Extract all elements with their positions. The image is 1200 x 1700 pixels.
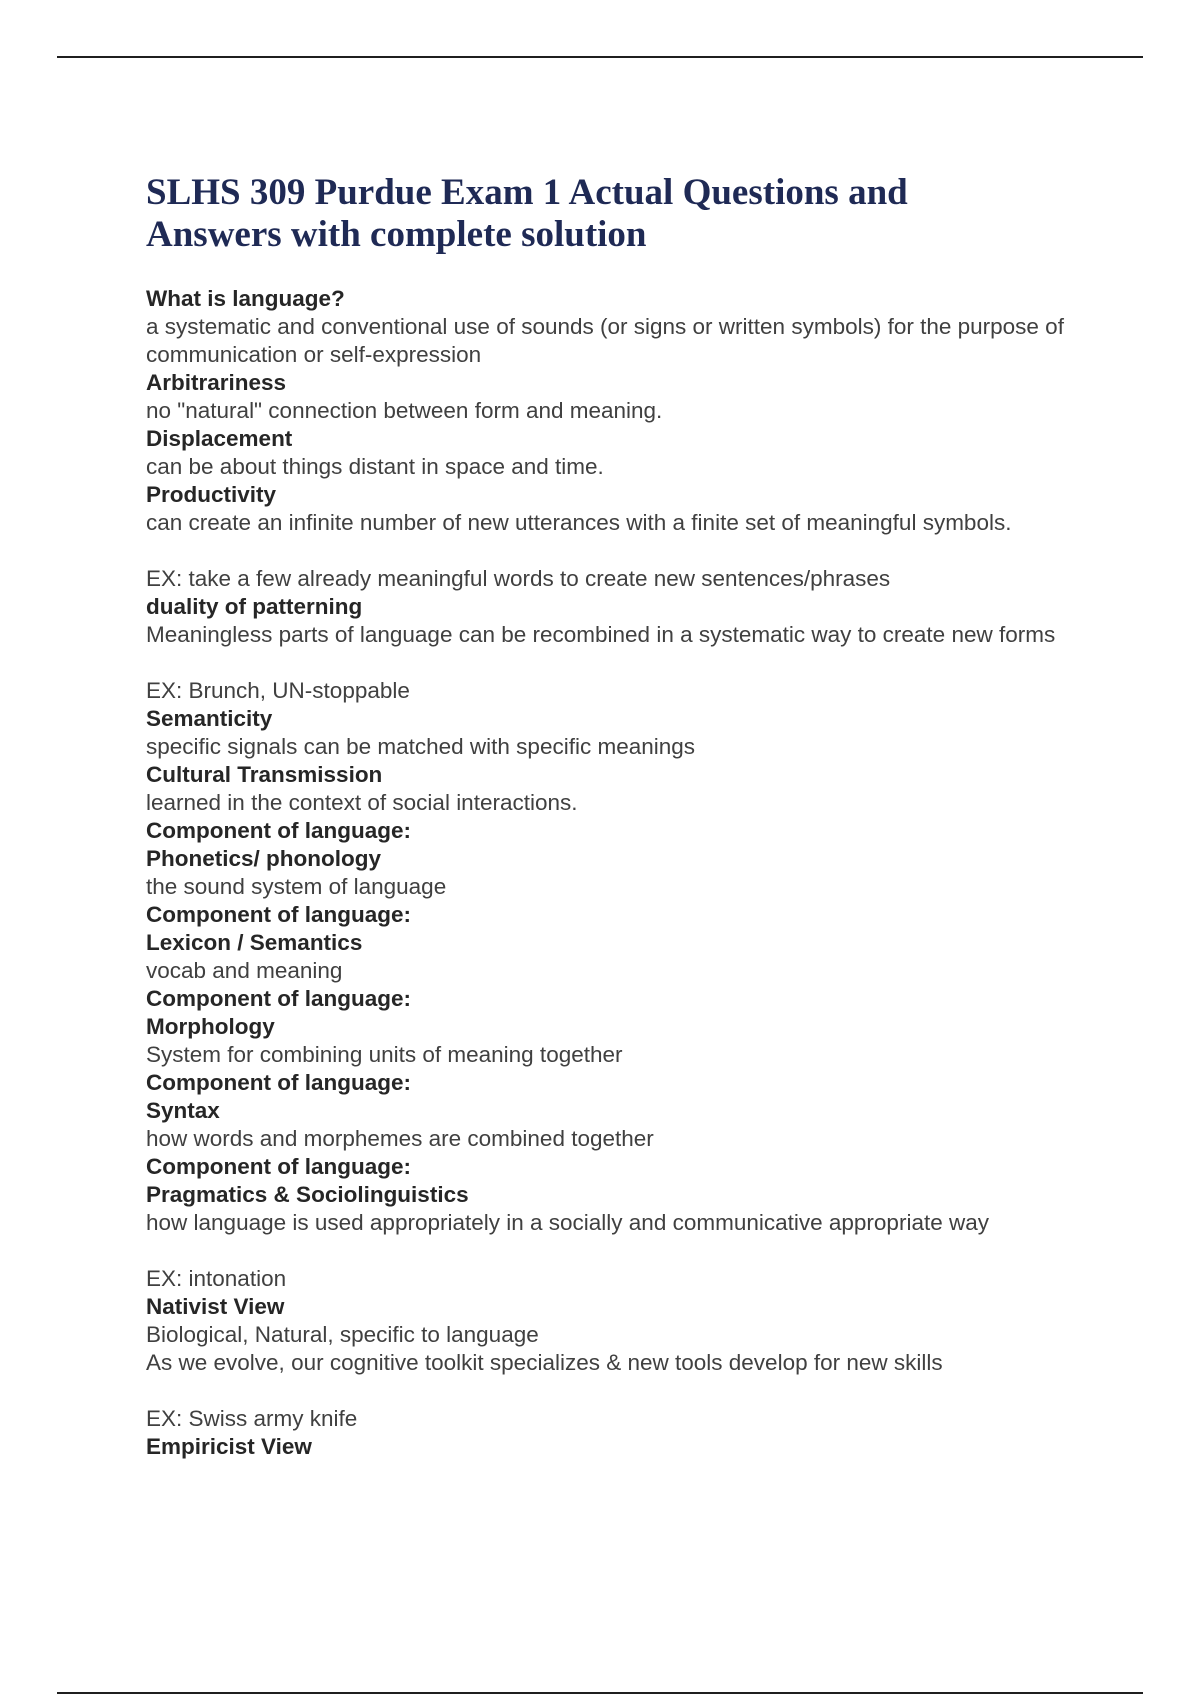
term: Component of language:: [146, 1070, 411, 1095]
term: Component of language:: [146, 902, 411, 927]
definition: Meaningless parts of language can be recombined in a systematic way to create new forms: [146, 622, 1056, 647]
example: EX: intonation: [146, 1266, 287, 1291]
example: EX: Brunch, UN-stoppable: [146, 678, 410, 703]
definition: vocab and meaning: [146, 958, 343, 983]
term: Nativist View: [146, 1294, 285, 1319]
page-title: SLHS 309 Purdue Exam 1 Actual Questions and Answers with complete solution: [146, 172, 908, 255]
definition: how words and morphemes are combined together: [146, 1126, 654, 1151]
definition: how language is used appropriately in a socially and communicative appropriate way: [146, 1210, 989, 1235]
example: EX: Swiss army knife: [146, 1406, 358, 1431]
definition: learned in the context of social interactions.: [146, 790, 578, 815]
term: Displacement: [146, 426, 293, 451]
term: Component of language:: [146, 986, 411, 1011]
term: Component of language:: [146, 818, 411, 843]
definition: System for combining units of meaning together: [146, 1042, 623, 1067]
definition: can be about things distant in space and time.: [146, 454, 604, 479]
term: Semanticity: [146, 706, 273, 731]
document-body: [146, 285, 1096, 1461]
definition: can create an infinite number of new utterances with a finite set of meaningful symbols.: [146, 510, 1012, 535]
subterm: Phonetics/ phonology: [146, 846, 381, 871]
definition: a systematic and conventional use of sounds (or signs or written symbols) for the purpose of communication or self-expression: [146, 314, 1064, 367]
term: Component of language:: [146, 1154, 411, 1179]
term: Cultural Transmission: [146, 762, 383, 787]
definition: specific signals can be matched with specific meanings: [146, 734, 696, 759]
subterm: Morphology: [146, 1014, 275, 1039]
subterm: Lexicon / Semantics: [146, 930, 363, 955]
term: What is language?: [146, 286, 345, 311]
term: Arbitrariness: [146, 370, 287, 395]
term: duality of patterning: [146, 594, 363, 619]
term: Productivity: [146, 482, 277, 507]
subterm: Syntax: [146, 1098, 220, 1123]
definition: no "natural" connection between form and meaning.: [146, 398, 663, 423]
definition: the sound system of language: [146, 874, 447, 899]
definition: Biological, Natural, specific to language: [146, 1322, 539, 1347]
term: Empiricist View: [146, 1434, 312, 1459]
definition: As we evolve, our cognitive toolkit specializes & new tools develop for new skills: [146, 1350, 943, 1375]
example: EX: take a few already meaningful words to create new sentences/phrases: [146, 566, 891, 591]
top-rule: [57, 56, 1143, 58]
subterm: Pragmatics & Sociolinguistics: [146, 1182, 469, 1207]
bottom-rule: [57, 1692, 1143, 1694]
